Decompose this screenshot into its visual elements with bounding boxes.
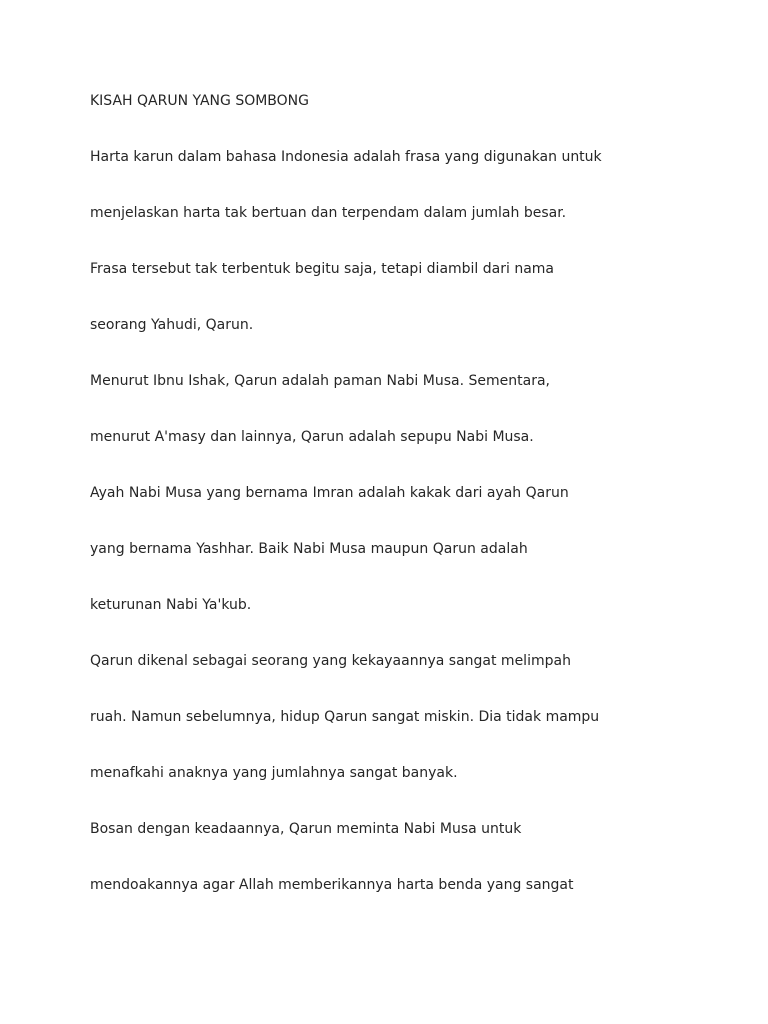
document-line-12: menafkahi anaknya yang jumlahnya sangat banyak. xyxy=(90,765,458,781)
document-line-3: Frasa tersebut tak terbentuk begitu saja, tetapi diambil dari nama xyxy=(90,261,555,277)
document-line-5: Menurut Ibnu Ishak, Qarun adalah paman Nabi Musa. Sementara, xyxy=(90,373,550,389)
document-line-11: ruah. Namun sebelumnya, hidup Qarun sangat miskin. Dia tidak mampu xyxy=(90,709,600,725)
document-title: KISAH QARUN YANG SOMBONG xyxy=(90,93,310,109)
document-line-8: yang bernama Yashhar. Baik Nabi Musa maupun Qarun adalah xyxy=(90,541,528,557)
document-line-9: keturunan Nabi Ya'kub. xyxy=(90,597,252,613)
document-line-2: menjelaskan harta tak bertuan dan terpendam dalam jumlah besar. xyxy=(90,205,567,221)
document-line-7: Ayah Nabi Musa yang bernama Imran adalah kakak dari ayah Qarun xyxy=(90,485,569,501)
document-line-13: Bosan dengan keadaannya, Qarun meminta Nabi Musa untuk xyxy=(90,821,522,837)
document-line-14: mendoakannya agar Allah memberikannya harta benda yang sangat xyxy=(90,877,574,893)
document-line-10: Qarun dikenal sebagai seorang yang kekayaannya sangat melimpah xyxy=(90,653,571,669)
document-line-4: seorang Yahudi, Qarun. xyxy=(90,317,254,333)
document-line-6: menurut A'masy dan lainnya, Qarun adalah sepupu Nabi Musa. xyxy=(90,429,534,445)
document-line-1: Harta karun dalam bahasa Indonesia adalah frasa yang digunakan untuk xyxy=(90,149,602,165)
